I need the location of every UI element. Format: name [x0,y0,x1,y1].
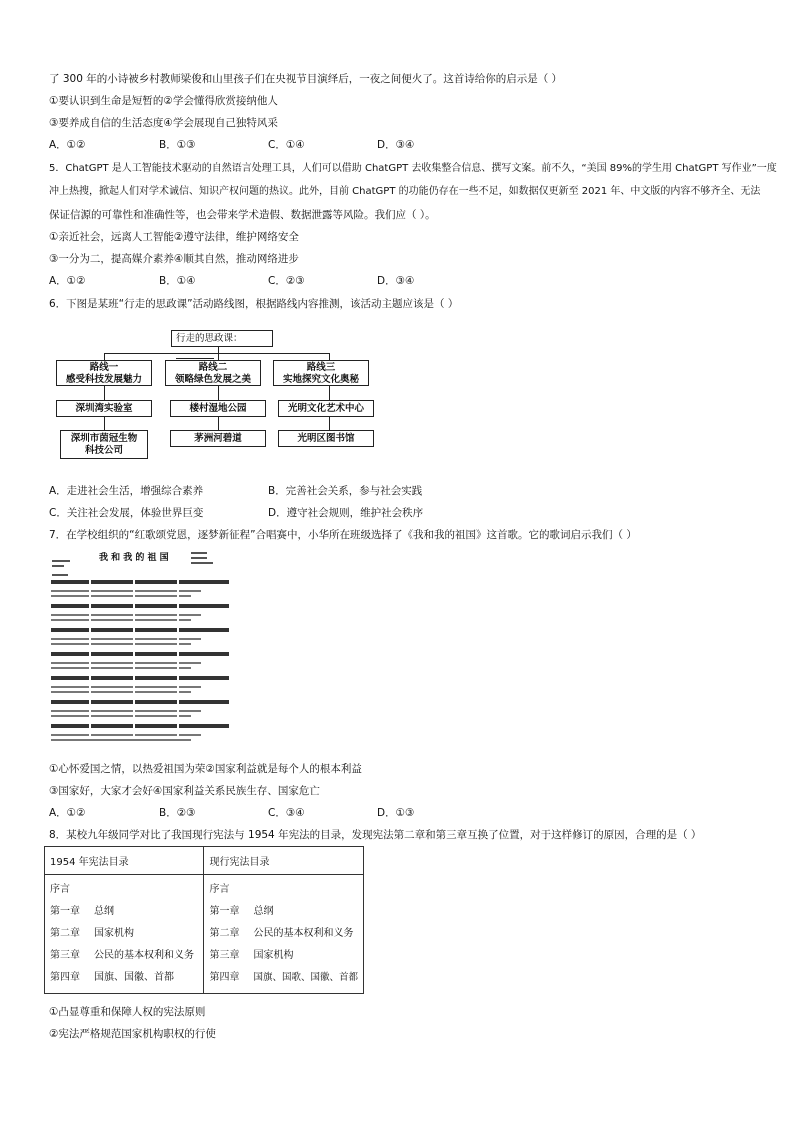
q4-stem: 了 300 年的小诗被乡村教师梁俊和山里孩子们在央视节目演绎后，一夜之间便火了。这首诗给你的启示是（ ） [49,73,563,85]
q7-option-b: B．②③ [159,807,196,819]
toc-row: 第三章 公民的基本权利和义务 [50,950,194,961]
q6-option-c: C．关注社会发展，体验世界巨变 [49,507,204,519]
route-3-head: 路线三 [306,362,336,373]
q6-option-b: B．完善社会关系，参与社会实践 [268,485,423,497]
toc-row: 第一章 总纲 [209,906,274,917]
toc-row: 第四章 国旗、国歌、国徽、首都 [209,972,358,983]
q5-stem-line1: 5．ChatGPT 是人工智能技术驱动的自然语言处理工具，人们可以借助 ChatGPT 去收集整合信息、撰写文案。前不久，“美国 89%的学生用 ChatGPT 写作业”一度 [49,163,777,174]
q5-option-d: D．③④ [377,275,415,287]
q7-statement-2: ③国家好，大家才会好④国家利益关系民族生存、国家危亡 [49,785,320,797]
connector-line [104,417,105,430]
song-title: 我 和 我 的 祖 国 [99,553,169,563]
q5-statement-2: ③一分为二，提高媒介素养④顺其自然，推动网络进步 [49,253,299,265]
q4-option-b: B．①③ [159,139,196,151]
toc-row: 第三章 国家机构 [209,950,294,961]
connector-line [218,353,219,360]
q4-option-d: D．③④ [377,139,415,151]
route-2-stop-2: 茅洲河碧道 [170,430,266,447]
q7-option-d: D．①③ [377,807,415,819]
route-3-stop-1: 光明文化艺术中心 [278,400,374,417]
route-3-stop-2: 光明区图书馆 [278,430,374,447]
route-3-box [273,360,369,386]
q5-stem-line3: 保证信源的可靠性和准确性等，也会带来学术造假、数据泄露等风险。我们应（ ）。 [49,209,436,221]
connector-line [104,386,105,400]
q5-stem-line2: 冲上热搜，掀起人们对学术诚信、知识产权问题的热议。此外，目前 ChatGPT 的功能仍存在一些不足，如数据仅更新至 2021 年、中文版的内容不够齐全、无法 [49,186,761,197]
table-col-1954 [45,875,204,994]
q5-option-c: C．②③ [268,275,305,287]
toc-row: 序言 [50,884,70,895]
constitution-table [44,846,364,994]
route-1-theme: 感受科技发展魅力 [65,374,142,385]
q8-statement-2: ②宪法严格规范国家机构职权的行使 [49,1028,216,1040]
route-1-box [56,360,152,386]
song-score-image [49,548,231,752]
toc-row: 第一章 总纲 [50,906,114,917]
route-2-head: 路线二 [198,362,228,373]
song-notation [49,548,231,752]
q4-statement-2: ③要养成自信的生活态度④学会展现自己独特风采 [49,117,278,129]
q5-statement-1: ①亲近社会，远离人工智能②遵守法律，维护网络安全 [49,231,299,243]
route-2-box [165,360,261,386]
route-2-stop-1: 楼村湿地公园 [170,400,266,417]
route-1-stop-2 [60,430,148,459]
toc-row: 第二章 公民的基本权利和义务 [209,928,354,939]
toc-row: 第四章 国旗、国徽、首都 [50,972,174,983]
table-col-current [204,875,364,994]
route-1-stop-2-line2: 科技公司 [84,445,123,456]
q4-option-a: A．①② [49,139,86,151]
q4-option-c: C．①④ [268,139,305,151]
q7-stem: 7．在学校组织的“红歌颂党恩，逐梦新征程”合唱赛中，小华所在班级选择了《我和我的祖国》这首歌。它的歌词启示我们（ ） [49,529,637,541]
route-2-theme: 领略绿色发展之美 [174,374,251,385]
route-3-theme: 实地探究文化奥秘 [282,374,359,385]
q7-statement-1: ①心怀爱国之情，以热爱祖国为荣②国家利益就是每个人的根本利益 [49,763,362,775]
connector-line [329,417,330,430]
q7-option-c: C．③④ [268,807,305,819]
connector-line [218,386,219,400]
connector-line [104,353,105,360]
toc-row: 第二章 国家机构 [50,928,134,939]
q6-option-d: D．遵守社会规则，维护社会秩序 [268,507,424,519]
q4-statement-1: ①要认识到生命是短暂的②学会懂得欣赏接纳他人 [49,95,278,107]
connector-line [329,386,330,400]
q8-stem: 8．某校九年级同学对比了我国现行宪法与 1954 年宪法的目录，发现宪法第二章和第三章互换了位置，对于这样修订的原因，合理的是（ ） [49,829,702,841]
q6-stem: 6．下图是某班“行走的思政课”活动路线图，根据路线内容推测，该活动主题应该是（ ） [49,298,459,310]
table-header-current: 现行宪法目录 [204,847,364,875]
connector-line [329,353,330,360]
q7-option-a: A．①② [49,807,86,819]
q5-option-b: B．①④ [159,275,196,287]
route-1-head: 路线一 [89,362,119,373]
diagram-title: 行走的思政课： [176,333,243,344]
connector-line [218,417,219,430]
diagram-title-box [171,330,273,347]
q6-option-a: A．走进社会生活，增强综合素养 [49,485,204,497]
toc-row: 序言 [209,884,230,895]
route-1-stop-1: 深圳湾实验室 [56,400,152,417]
table-header-1954: 1954 年宪法目录 [45,847,204,875]
q5-option-a: A．①② [49,275,86,287]
route-1-stop-2-line1: 深圳市茵冠生物 [70,433,138,444]
connector-line [104,353,329,354]
q8-statement-1: ①凸显尊重和保障人权的宪法原则 [49,1006,206,1018]
